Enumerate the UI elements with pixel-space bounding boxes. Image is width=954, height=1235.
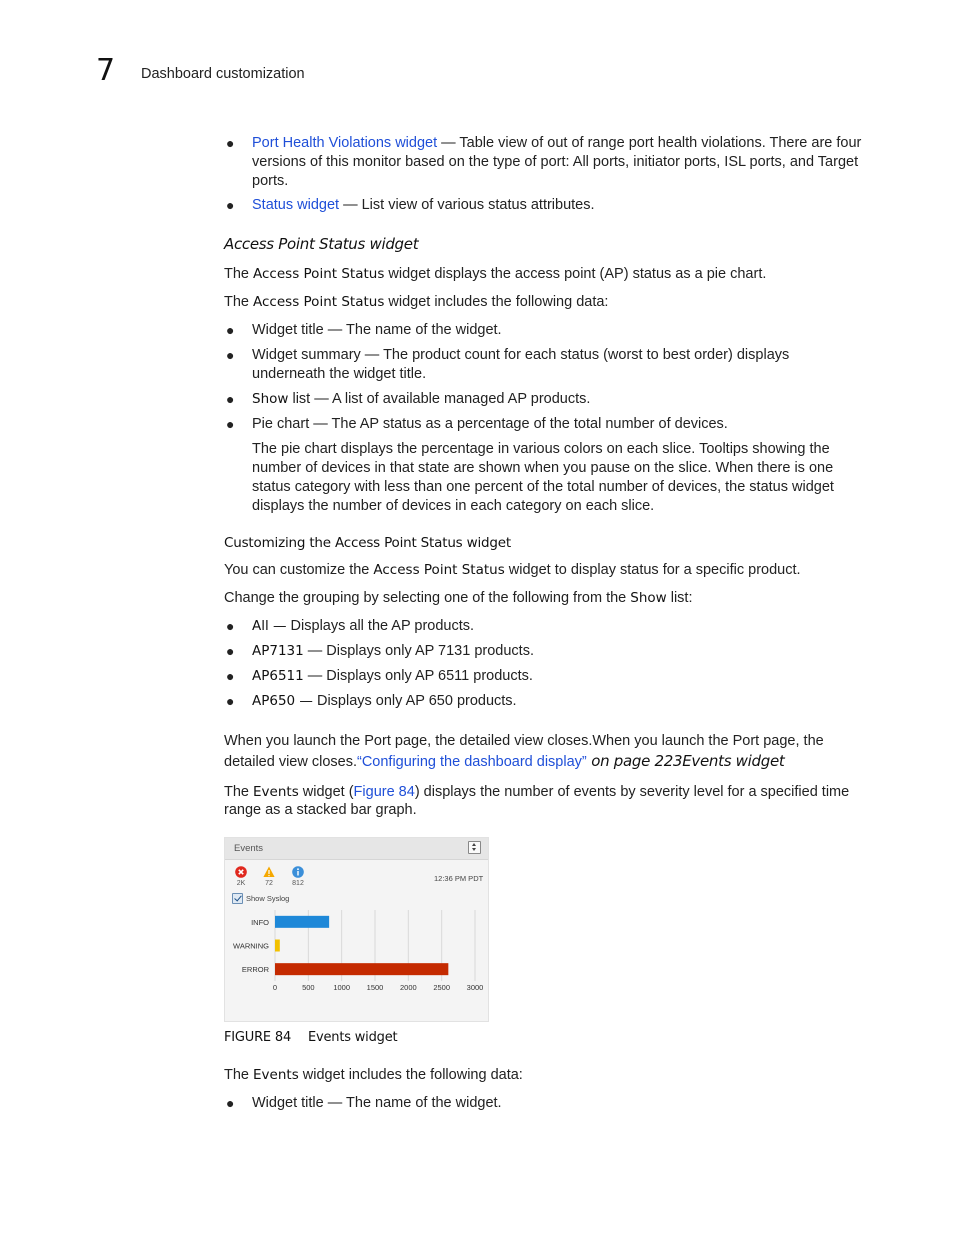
list-item: Widget summary — The product count for each status (worst to best order) displays xyxy=(252,347,790,363)
option-item: AP6511 — Displays only AP 6511 products. xyxy=(252,668,533,684)
section-heading: Access Point Status widget xyxy=(224,235,419,253)
port-paragraph: When you launch the Port page, the detailed view closes.When you launch the Port page, the xyxy=(224,733,824,749)
bullet-dot: ● xyxy=(226,618,235,634)
events-widget xyxy=(224,837,489,1022)
show-syslog-label: Show Syslog xyxy=(246,894,290,903)
x-tick-label: 1000 xyxy=(333,983,351,992)
list-item-cont: ports. xyxy=(252,173,289,189)
x-tick-label: 2500 xyxy=(433,983,451,992)
y-category-label: ERROR xyxy=(241,965,269,975)
error-count: 2K xyxy=(236,880,246,887)
bullet-dot: ● xyxy=(226,135,235,151)
subsection-heading: Customizing the Access Point Status widget xyxy=(224,535,511,551)
option-item: AP650 — Displays only AP 650 products. xyxy=(252,693,517,709)
events-paragraph-cont: range as a stacked bar graph. xyxy=(224,802,417,818)
pie-detail-line: number of devices in that state are shown when you pause on the slice. When there is one xyxy=(252,460,834,476)
status-widget-link[interactable]: Status widget xyxy=(252,197,340,213)
widget-timestamp: 12:36 PM PDT xyxy=(434,874,484,883)
bar-warning[interactable] xyxy=(275,940,280,952)
bar-error[interactable] xyxy=(275,963,448,975)
bullet-dot: ● xyxy=(226,197,235,213)
x-tick-label: 3000 xyxy=(466,983,484,992)
widget-title: Events xyxy=(234,843,264,854)
list-item-cont: underneath the widget title. xyxy=(252,366,427,382)
option-item: AP7131 — Displays only AP 7131 products. xyxy=(252,643,534,659)
y-category-label: INFO xyxy=(251,917,269,927)
warning-count: 72 xyxy=(265,880,273,887)
chapter-number: 7 xyxy=(96,53,116,88)
list-item-cont: versions of this monitor based on the type of port: All ports, initiator ports, ISL ports, and Target xyxy=(252,154,859,170)
port-paragraph-cont: detailed view closes.“Configuring the dashboard display” on page 223Events widget xyxy=(224,752,785,770)
option-item: All — Displays all the AP products. xyxy=(252,618,475,634)
bullet-dot: ● xyxy=(226,347,235,363)
x-tick-label: 1500 xyxy=(366,983,384,992)
paragraph: Change the grouping by selecting one of the following from the Show list: xyxy=(224,590,693,606)
list-item: Pie chart — The AP status as a percentage of the total number of devices. xyxy=(252,416,728,432)
info-count: 812 xyxy=(292,880,304,887)
figure-number: FIGURE 84 xyxy=(224,1030,292,1045)
bullet-dot: ● xyxy=(226,391,235,407)
bullet-dot: ● xyxy=(226,1095,235,1111)
list-item: Widget title — The name of the widget. xyxy=(252,322,502,338)
pie-detail-line: The pie chart displays the percentage in various colors on each slice. Tooltips showing the xyxy=(252,441,830,457)
list-item: Status widget — List view of various status attributes. xyxy=(252,197,595,213)
x-tick-label: 0 xyxy=(272,983,278,992)
list-item: Widget title — The name of the widget. xyxy=(252,1095,502,1111)
chapter-title: Dashboard customization xyxy=(141,66,305,82)
x-tick-label: 2000 xyxy=(399,983,417,992)
events-chart-svg xyxy=(225,838,488,1021)
configuring-dashboard-link[interactable]: “Configuring the dashboard display” xyxy=(357,754,587,770)
list-item: Show list — A list of available managed AP products. xyxy=(252,391,591,407)
paragraph: The Access Point Status widget displays the access point (AP) status as a pie chart. xyxy=(224,266,767,282)
figure-84-link[interactable]: Figure 84 xyxy=(353,784,415,800)
x-tick-label: 500 xyxy=(302,983,315,992)
y-category-label: WARNING xyxy=(233,941,269,951)
bar-info[interactable] xyxy=(275,916,329,928)
bullet-dot: ● xyxy=(226,322,235,338)
pie-detail-line: status category with less than one percent of the total number of devices, the status widget xyxy=(252,479,834,495)
bullet-dot: ● xyxy=(226,693,235,709)
list-item: Port Health Violations widget — Table view of out of range port health violations. There are four xyxy=(252,135,862,151)
paragraph: You can customize the Access Point Status widget to display status for a specific product. xyxy=(224,562,801,578)
events-paragraph: The Events widget (Figure 84) displays the number of events by severity level for a specified time xyxy=(224,784,850,800)
paragraph: The Access Point Status widget includes the following data: xyxy=(224,294,609,310)
pie-detail-line: displays the number of devices in each category on each slice. xyxy=(252,498,655,514)
port-health-link[interactable]: Port Health Violations widget xyxy=(252,135,438,151)
figure-caption: Events widget xyxy=(308,1030,398,1045)
paragraph: The Events widget includes the following data: xyxy=(224,1067,523,1083)
bullet-dot: ● xyxy=(226,668,235,684)
bullet-dot: ● xyxy=(226,643,235,659)
bullet-dot: ● xyxy=(226,416,235,432)
